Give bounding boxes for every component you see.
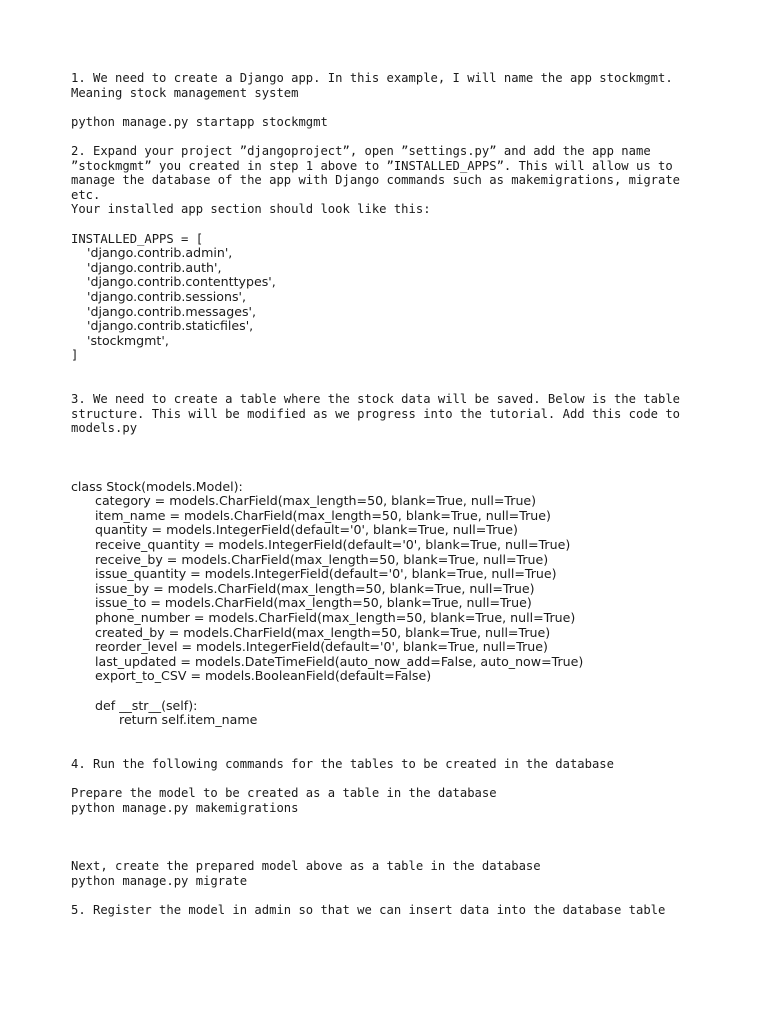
step2-line1: 2. Expand your project ”djangoproject”, open ”settings.py” and add the app name: [71, 143, 651, 158]
makemigrations-command: python manage.py makemigrations: [71, 800, 299, 815]
installed-app-item: 'django.contrib.staticfiles',: [71, 318, 254, 334]
startapp-command: python manage.py startapp stockmgmt: [71, 114, 328, 129]
step2-line3: manage the database of the app with Django commands such as makemigrations, migrate: [71, 173, 681, 188]
model-field: phone_number = models.CharField(max_length=50, blank=True, null=True): [71, 609, 576, 625]
model-field: item_name = models.CharField(max_length=50, blank=True, null=True): [71, 507, 551, 523]
model-field: reorder_level = models.IntegerField(default='0', blank=True, null=True): [71, 639, 548, 655]
installed-app-item: 'django.contrib.auth',: [71, 259, 222, 275]
migrate-command: python manage.py migrate: [71, 873, 248, 888]
step4-line1: 4. Run the following commands for the tables to be created in the database: [71, 756, 614, 771]
model-field: export_to_CSV = models.BooleanField(default=False): [71, 668, 432, 684]
model-field: receive_by = models.CharField(max_length=50, blank=True, null=True): [71, 551, 549, 567]
model-field: last_updated = models.DateTimeField(auto_now_add=False, auto_now=True): [71, 653, 584, 669]
step2-line5: Your installed app section should look like this:: [71, 202, 431, 217]
model-class-line: class Stock(models.Model):: [71, 478, 243, 494]
step4-next-text: Next, create the prepared model above as a table in the database: [71, 859, 541, 874]
model-field: issue_quantity = models.IntegerField(default='0', blank=True, null=True): [71, 566, 557, 582]
installed-apps-open: INSTALLED_APPS = [: [71, 231, 204, 246]
installed-app-item: 'django.contrib.messages',: [71, 303, 256, 319]
installed-app-item: 'django.contrib.sessions',: [71, 288, 247, 304]
step2-line4: etc.: [71, 187, 101, 202]
document-page: [71, 71, 711, 917]
step3-line2: structure. This will be modified as we progress into the tutorial. Add this code to: [71, 406, 681, 421]
model-field: category = models.CharField(max_length=50, blank=True, null=True): [71, 493, 537, 509]
installed-app-item: 'django.contrib.admin',: [71, 245, 233, 261]
model-return-line: return self.item_name: [71, 712, 258, 728]
step3-line3: models.py: [71, 421, 138, 436]
installed-app-item: 'stockmgmt',: [71, 332, 169, 348]
model-field: issue_by = models.CharField(max_length=50, blank=True, null=True): [71, 580, 535, 596]
installed-apps-close: ]: [71, 348, 79, 363]
step5-line1: 5. Register the model in admin so that we can insert data into the database table: [71, 902, 666, 917]
installed-app-item: 'django.contrib.contenttypes',: [71, 274, 276, 290]
step4-prepare-text: Prepare the model to be created as a table in the database: [71, 786, 497, 801]
model-field: issue_to = models.CharField(max_length=50, blank=True, null=True): [71, 595, 532, 611]
step1-line1: 1. We need to create a Django app. In this example, I will name the app stockmgmt.: [71, 71, 673, 85]
step2-line2: ”stockmgmt” you created in step 1 above to ”INSTALLED_APPS”. This will allow us to: [71, 158, 673, 173]
model-def-line: def __str__(self):: [71, 697, 198, 713]
step3-line1: 3. We need to create a table where the stock data will be saved. Below is the table: [71, 392, 681, 407]
model-field: created_by = models.CharField(max_length=50, blank=True, null=True): [71, 624, 551, 640]
model-field: quantity = models.IntegerField(default='0', blank=True, null=True): [71, 522, 518, 538]
model-field: receive_quantity = models.IntegerField(default='0', blank=True, null=True): [71, 537, 571, 553]
step1-line2: Meaning stock management system: [71, 85, 299, 100]
